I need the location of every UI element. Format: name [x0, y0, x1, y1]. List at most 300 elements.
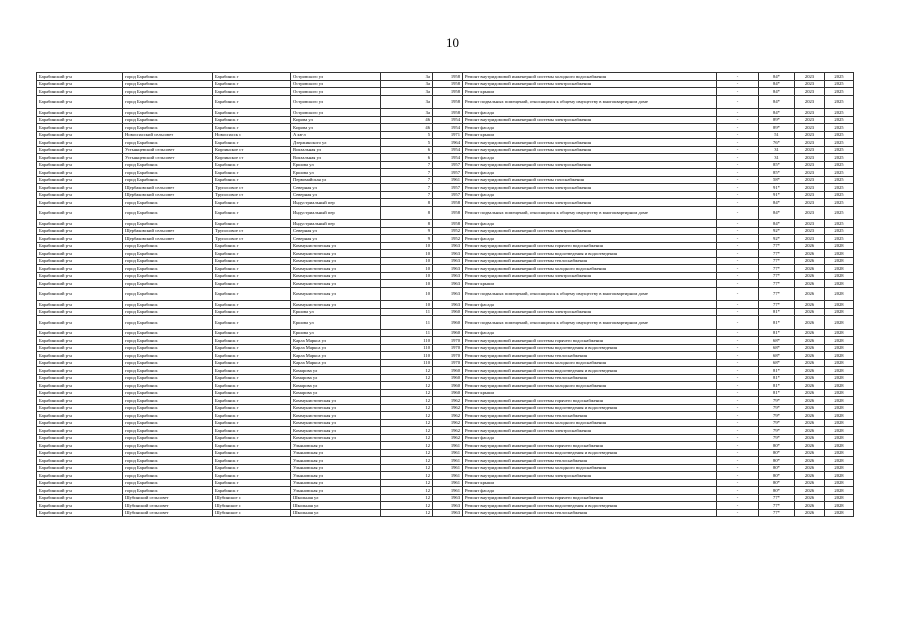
street-cell: Островского ул [291, 80, 381, 88]
house-number-cell: 3а [381, 73, 433, 81]
end-year-cell: 2028 [825, 242, 854, 250]
cost-cell: - [717, 404, 759, 412]
street-cell: Островского ул [291, 109, 381, 117]
table-row [37, 359, 854, 367]
table-row [37, 146, 854, 154]
start-year-cell: 2026 [795, 352, 825, 360]
end-year-cell: 2025 [825, 88, 854, 96]
municipal-district-cell: Барабинский р-н [37, 382, 123, 390]
locality-cell: Барабинск г [213, 80, 291, 88]
start-year-cell: 2026 [795, 250, 825, 258]
table-row [37, 367, 854, 375]
house-number-cell: 12 [381, 389, 433, 397]
wear-cell: 84* [759, 220, 795, 228]
cost-cell: - [717, 139, 759, 147]
municipal-district-cell: Барабинский р-н [37, 95, 123, 109]
work-type-cell: Ремонт внутридомовой инженерной системы холодного водоснабжения [463, 382, 717, 390]
house-number-cell: 46 [381, 124, 433, 132]
end-year-cell: 2028 [825, 487, 854, 495]
table-row [37, 169, 854, 177]
work-type-cell: Ремонт крыши [463, 389, 717, 397]
street-cell: Ершова ул [291, 329, 381, 337]
build-year-cell: 1961 [433, 176, 463, 184]
wear-cell: 68* [759, 344, 795, 352]
street-cell: Ульяновская ул [291, 442, 381, 450]
start-year-cell: 2023 [795, 184, 825, 192]
cost-cell: - [717, 257, 759, 265]
settlement-cell: город Барабинск [123, 382, 213, 390]
table-row [37, 457, 854, 465]
street-cell: Коммунистическая ул [291, 250, 381, 258]
start-year-cell: 2023 [795, 73, 825, 81]
work-type-cell: Ремонт фасада [463, 109, 717, 117]
wear-cell: 51 [759, 131, 795, 139]
house-number-cell: 10 [381, 250, 433, 258]
cost-cell: - [717, 382, 759, 390]
house-number-cell: 8 [381, 220, 433, 228]
municipal-district-cell: Барабинский р-н [37, 352, 123, 360]
house-number-cell: 10 [381, 287, 433, 301]
street-cell: Ершова ул [291, 169, 381, 177]
house-number-cell: 110 [381, 352, 433, 360]
wear-cell: 85* [759, 169, 795, 177]
cost-cell: - [717, 95, 759, 109]
start-year-cell: 2023 [795, 116, 825, 124]
street-cell: Северная ул [291, 227, 381, 235]
cost-cell: - [717, 206, 759, 220]
settlement-cell: город Барабинск [123, 176, 213, 184]
locality-cell: Барабинск г [213, 434, 291, 442]
settlement-cell: город Барабинск [123, 344, 213, 352]
municipal-district-cell: Барабинский р-н [37, 374, 123, 382]
work-type-cell: Ремонт внутридомовой инженерной системы водоотведения и водоотведения [463, 367, 717, 375]
municipal-district-cell: Барабинский р-н [37, 442, 123, 450]
cost-cell: - [717, 287, 759, 301]
settlement-cell: город Барабинск [123, 374, 213, 382]
municipal-district-cell: Барабинский р-н [37, 427, 123, 435]
table-row [37, 352, 854, 360]
cost-cell: - [717, 487, 759, 495]
locality-cell: Барабинск г [213, 449, 291, 457]
cost-cell: - [717, 265, 759, 273]
end-year-cell: 2028 [825, 337, 854, 345]
street-cell: Северная ул [291, 235, 381, 243]
work-type-cell: Ремонт внутридомовой инженерной системы электроснабжения [463, 146, 717, 154]
work-type-cell: Ремонт внутридомовой инженерной системы электроснабжения [463, 472, 717, 480]
settlement-cell: город Барабинск [123, 464, 213, 472]
end-year-cell: 2028 [825, 434, 854, 442]
build-year-cell: 1962 [433, 404, 463, 412]
house-number-cell: 11 [381, 316, 433, 330]
house-number-cell: 3а [381, 95, 433, 109]
municipal-district-cell: Барабинский р-н [37, 487, 123, 495]
street-cell: Коммунистическая ул [291, 257, 381, 265]
locality-cell: Шубинское с [213, 502, 291, 510]
locality-cell: Барабинск г [213, 329, 291, 337]
start-year-cell: 2023 [795, 199, 825, 207]
locality-cell: Барабинск г [213, 382, 291, 390]
build-year-cell: 1962 [433, 434, 463, 442]
house-number-cell: 12 [381, 427, 433, 435]
house-number-cell: 12 [381, 449, 433, 457]
wear-cell: 68* [759, 352, 795, 360]
table-row [37, 419, 854, 427]
municipal-district-cell: Барабинский р-н [37, 176, 123, 184]
build-year-cell: 1954 [433, 116, 463, 124]
end-year-cell: 2025 [825, 161, 854, 169]
start-year-cell: 2023 [795, 191, 825, 199]
settlement-cell: город Барабинск [123, 487, 213, 495]
cost-cell: - [717, 80, 759, 88]
street-cell: Индустриальный пер [291, 220, 381, 228]
build-year-cell: 1964 [433, 139, 463, 147]
work-type-cell: Ремонт крыши [463, 280, 717, 288]
house-number-cell: 11 [381, 329, 433, 337]
locality-cell: Кирзинское ст [213, 154, 291, 162]
street-cell: Карла Маркса ул [291, 359, 381, 367]
settlement-cell: город Барабинск [123, 367, 213, 375]
end-year-cell: 2028 [825, 404, 854, 412]
end-year-cell: 2025 [825, 227, 854, 235]
municipal-district-cell: Барабинский р-н [37, 88, 123, 96]
house-number-cell: 10 [381, 265, 433, 273]
settlement-cell: город Барабинск [123, 220, 213, 228]
settlement-cell: город Барабинск [123, 257, 213, 265]
house-number-cell: 7 [381, 184, 433, 192]
settlement-cell: город Барабинск [123, 124, 213, 132]
work-type-cell: Ремонт внутридомовой инженерной системы электроснабжения [463, 80, 717, 88]
locality-cell: Барабинск г [213, 242, 291, 250]
work-type-cell: Ремонт крыши [463, 88, 717, 96]
start-year-cell: 2026 [795, 457, 825, 465]
end-year-cell: 2025 [825, 199, 854, 207]
street-cell: Коммунистическая ул [291, 419, 381, 427]
cost-cell: - [717, 419, 759, 427]
locality-cell: Барабинск г [213, 161, 291, 169]
wear-cell: 77* [759, 265, 795, 273]
table-row [37, 509, 854, 517]
start-year-cell: 2026 [795, 374, 825, 382]
house-number-cell: 7 [381, 169, 433, 177]
work-type-cell: Ремонт подвальных помещений, относящихся к общему имуществу в многоквартирном доме [463, 95, 717, 109]
end-year-cell: 2028 [825, 412, 854, 420]
wear-cell: 77* [759, 494, 795, 502]
house-number-cell: 110 [381, 337, 433, 345]
locality-cell: Барабинск г [213, 457, 291, 465]
street-cell: Кирова ул [291, 124, 381, 132]
settlement-cell: город Барабинск [123, 265, 213, 273]
locality-cell: Барабинск г [213, 404, 291, 412]
table-row [37, 502, 854, 510]
work-type-cell: Ремонт внутридомовой инженерной системы электроснабжения [463, 227, 717, 235]
work-type-cell: Ремонт фасада [463, 124, 717, 132]
end-year-cell: 2025 [825, 80, 854, 88]
cost-cell: - [717, 235, 759, 243]
table-row [37, 374, 854, 382]
end-year-cell: 2028 [825, 265, 854, 273]
locality-cell: Трупосовое ст [213, 191, 291, 199]
work-type-cell: Ремонт внутридомовой инженерной системы холодного водоснабжения [463, 73, 717, 81]
table-row [37, 382, 854, 390]
build-year-cell: 1963 [433, 250, 463, 258]
cost-cell: - [717, 479, 759, 487]
work-type-cell: Ремонт внутридомовой инженерной системы теплоснабжения [463, 352, 717, 360]
street-cell: Коммунистическая ул [291, 280, 381, 288]
end-year-cell: 2025 [825, 176, 854, 184]
municipal-district-cell: Барабинский р-н [37, 272, 123, 280]
table-row [37, 472, 854, 480]
table-row [37, 199, 854, 207]
work-type-cell: Ремонт внутридомовой инженерной системы холодного водоснабжения [463, 265, 717, 273]
house-number-cell: 10 [381, 257, 433, 265]
start-year-cell: 2026 [795, 502, 825, 510]
settlement-cell: город Барабинск [123, 80, 213, 88]
house-number-cell: 12 [381, 412, 433, 420]
end-year-cell: 2025 [825, 124, 854, 132]
build-year-cell: 1961 [433, 464, 463, 472]
settlement-cell: город Барабинск [123, 139, 213, 147]
end-year-cell: 2025 [825, 131, 854, 139]
locality-cell: Барабинск г [213, 374, 291, 382]
end-year-cell: 2028 [825, 449, 854, 457]
wear-cell: 80* [759, 464, 795, 472]
street-cell: Карла Маркса ул [291, 337, 381, 345]
locality-cell: Барабинск г [213, 359, 291, 367]
cost-cell: - [717, 397, 759, 405]
street-cell: Ульяновская ул [291, 449, 381, 457]
start-year-cell: 2023 [795, 109, 825, 117]
cost-cell: - [717, 374, 759, 382]
wear-cell: 81* [759, 374, 795, 382]
work-type-cell: Ремонт внутридомовой инженерной системы теплоснабжения [463, 374, 717, 382]
wear-cell: 79* [759, 427, 795, 435]
locality-cell: Барабинск г [213, 397, 291, 405]
wear-cell: 84* [759, 206, 795, 220]
start-year-cell: 2026 [795, 280, 825, 288]
build-year-cell: 1963 [433, 265, 463, 273]
cost-cell: - [717, 329, 759, 337]
repair-schedule-table [36, 72, 854, 517]
end-year-cell: 2028 [825, 344, 854, 352]
wear-cell: 80* [759, 449, 795, 457]
house-number-cell: 110 [381, 359, 433, 367]
table-row [37, 494, 854, 502]
start-year-cell: 2026 [795, 472, 825, 480]
work-type-cell: Ремонт внутридомовой инженерной системы холодного водоснабжения [463, 464, 717, 472]
build-year-cell: 1960 [433, 316, 463, 330]
work-type-cell: Ремонт фасада [463, 220, 717, 228]
table-row [37, 220, 854, 228]
start-year-cell: 2023 [795, 139, 825, 147]
build-year-cell: 1957 [433, 191, 463, 199]
wear-cell: 76* [759, 139, 795, 147]
wear-cell: 92* [759, 227, 795, 235]
municipal-district-cell: Барабинский р-н [37, 116, 123, 124]
table-row [37, 479, 854, 487]
municipal-district-cell: Барабинский р-н [37, 419, 123, 427]
house-number-cell: 3а [381, 80, 433, 88]
work-type-cell: Ремонт подвальных помещений, относящихся к общему имуществу в многоквартирном доме [463, 287, 717, 301]
table-row [37, 80, 854, 88]
work-type-cell: Ремонт внутридомовой инженерной системы водоотведения и водоотведения [463, 250, 717, 258]
table-row [37, 184, 854, 192]
start-year-cell: 2026 [795, 337, 825, 345]
cost-cell: - [717, 109, 759, 117]
municipal-district-cell: Барабинский р-н [37, 124, 123, 132]
settlement-cell: город Барабинск [123, 95, 213, 109]
work-type-cell: Ремонт крыши [463, 131, 717, 139]
build-year-cell: 1958 [433, 199, 463, 207]
cost-cell: - [717, 502, 759, 510]
wear-cell: 77* [759, 250, 795, 258]
wear-cell: 77* [759, 502, 795, 510]
settlement-cell: город Барабинск [123, 250, 213, 258]
municipal-district-cell: Барабинский р-н [37, 154, 123, 162]
build-year-cell: 1963 [433, 494, 463, 502]
settlement-cell: Шубинский сельсовет [123, 509, 213, 517]
table-row [37, 449, 854, 457]
municipal-district-cell: Барабинский р-н [37, 308, 123, 316]
build-year-cell: 1970 [433, 359, 463, 367]
work-type-cell: Ремонт внутридомовой инженерной системы водоотведения и водоотведения [463, 344, 717, 352]
house-number-cell: 12 [381, 367, 433, 375]
street-cell: Кирова ул [291, 116, 381, 124]
locality-cell: Барабинск г [213, 265, 291, 273]
start-year-cell: 2023 [795, 154, 825, 162]
house-number-cell: 12 [381, 457, 433, 465]
street-cell: Коммунистическая ул [291, 404, 381, 412]
house-number-cell: 110 [381, 344, 433, 352]
street-cell: Школьная ул [291, 502, 381, 510]
house-number-cell: 12 [381, 374, 433, 382]
start-year-cell: 2026 [795, 427, 825, 435]
settlement-cell: Шубинский сельсовет [123, 502, 213, 510]
cost-cell: - [717, 389, 759, 397]
table-row [37, 287, 854, 301]
street-cell: Коммунистическая ул [291, 412, 381, 420]
table-row [37, 227, 854, 235]
locality-cell: Барабинск г [213, 176, 291, 184]
settlement-cell: город Барабинск [123, 272, 213, 280]
start-year-cell: 2026 [795, 464, 825, 472]
start-year-cell: 2026 [795, 287, 825, 301]
build-year-cell: 1952 [433, 227, 463, 235]
locality-cell: Барабинск г [213, 412, 291, 420]
cost-cell: - [717, 434, 759, 442]
cost-cell: - [717, 169, 759, 177]
wear-cell: 81* [759, 308, 795, 316]
settlement-cell: город Барабинск [123, 73, 213, 81]
work-type-cell: Ремонт фасада [463, 434, 717, 442]
locality-cell: Барабинск г [213, 427, 291, 435]
table-row [37, 257, 854, 265]
wear-cell: 68* [759, 359, 795, 367]
locality-cell: Барабинск г [213, 199, 291, 207]
house-number-cell: 12 [381, 404, 433, 412]
street-cell: Ершова ул [291, 316, 381, 330]
build-year-cell: 1963 [433, 287, 463, 301]
end-year-cell: 2028 [825, 329, 854, 337]
end-year-cell: 2028 [825, 374, 854, 382]
table-row [37, 242, 854, 250]
start-year-cell: 2026 [795, 367, 825, 375]
start-year-cell: 2026 [795, 316, 825, 330]
house-number-cell: 3а [381, 88, 433, 96]
street-cell: Школьная ул [291, 494, 381, 502]
table-row [37, 487, 854, 495]
cost-cell: - [717, 227, 759, 235]
settlement-cell: город Барабинск [123, 199, 213, 207]
work-type-cell: Ремонт внутридомовой инженерной системы водоотведения и водоотведения [463, 502, 717, 510]
municipal-district-cell: Барабинский р-н [37, 109, 123, 117]
end-year-cell: 2028 [825, 427, 854, 435]
locality-cell: Барабинск г [213, 472, 291, 480]
locality-cell: Барабинск г [213, 301, 291, 309]
work-type-cell: Ремонт внутридомовой инженерной системы горячего водоснабжения [463, 397, 717, 405]
settlement-cell: город Барабинск [123, 427, 213, 435]
end-year-cell: 2025 [825, 154, 854, 162]
municipal-district-cell: Барабинский р-н [37, 206, 123, 220]
start-year-cell: 2023 [795, 169, 825, 177]
locality-cell: Барабинск г [213, 206, 291, 220]
street-cell: Вокзальная ул [291, 146, 381, 154]
cost-cell: - [717, 344, 759, 352]
build-year-cell: 1958 [433, 80, 463, 88]
build-year-cell: 1957 [433, 169, 463, 177]
locality-cell: Барабинск г [213, 257, 291, 265]
work-type-cell: Ремонт внутридомовой инженерной системы электроснабжения [463, 308, 717, 316]
start-year-cell: 2026 [795, 487, 825, 495]
start-year-cell: 2026 [795, 389, 825, 397]
end-year-cell: 2025 [825, 146, 854, 154]
municipal-district-cell: Барабинский р-н [37, 257, 123, 265]
locality-cell: Трупосовое ст [213, 227, 291, 235]
municipal-district-cell: Барабинский р-н [37, 434, 123, 442]
table-row [37, 272, 854, 280]
street-cell: Индустриальный пер [291, 199, 381, 207]
house-number-cell: 12 [381, 494, 433, 502]
street-cell: Коммунистическая ул [291, 287, 381, 301]
end-year-cell: 2028 [825, 250, 854, 258]
settlement-cell: город Барабинск [123, 404, 213, 412]
build-year-cell: 1960 [433, 329, 463, 337]
wear-cell: 58* [759, 176, 795, 184]
end-year-cell: 2028 [825, 464, 854, 472]
street-cell: Островского ул [291, 95, 381, 109]
end-year-cell: 2025 [825, 169, 854, 177]
wear-cell: 91* [759, 191, 795, 199]
work-type-cell: Ремонт внутридомовой инженерной системы электроснабжения [463, 161, 717, 169]
work-type-cell: Ремонт внутридомовой инженерной системы горячего водоснабжения [463, 494, 717, 502]
wear-cell: 77* [759, 301, 795, 309]
cost-cell: - [717, 280, 759, 288]
cost-cell: - [717, 442, 759, 450]
table-row [37, 308, 854, 316]
house-number-cell: 6 [381, 146, 433, 154]
locality-cell: Барабинск г [213, 109, 291, 117]
municipal-district-cell: Барабинский р-н [37, 502, 123, 510]
build-year-cell: 1958 [433, 109, 463, 117]
wear-cell: 80* [759, 479, 795, 487]
build-year-cell: 1970 [433, 344, 463, 352]
start-year-cell: 2026 [795, 359, 825, 367]
municipal-district-cell: Барабинский р-н [37, 235, 123, 243]
municipal-district-cell: Барабинский р-н [37, 449, 123, 457]
cost-cell: - [717, 301, 759, 309]
table-row [37, 88, 854, 96]
street-cell: Карла Маркса ул [291, 344, 381, 352]
cost-cell: - [717, 161, 759, 169]
